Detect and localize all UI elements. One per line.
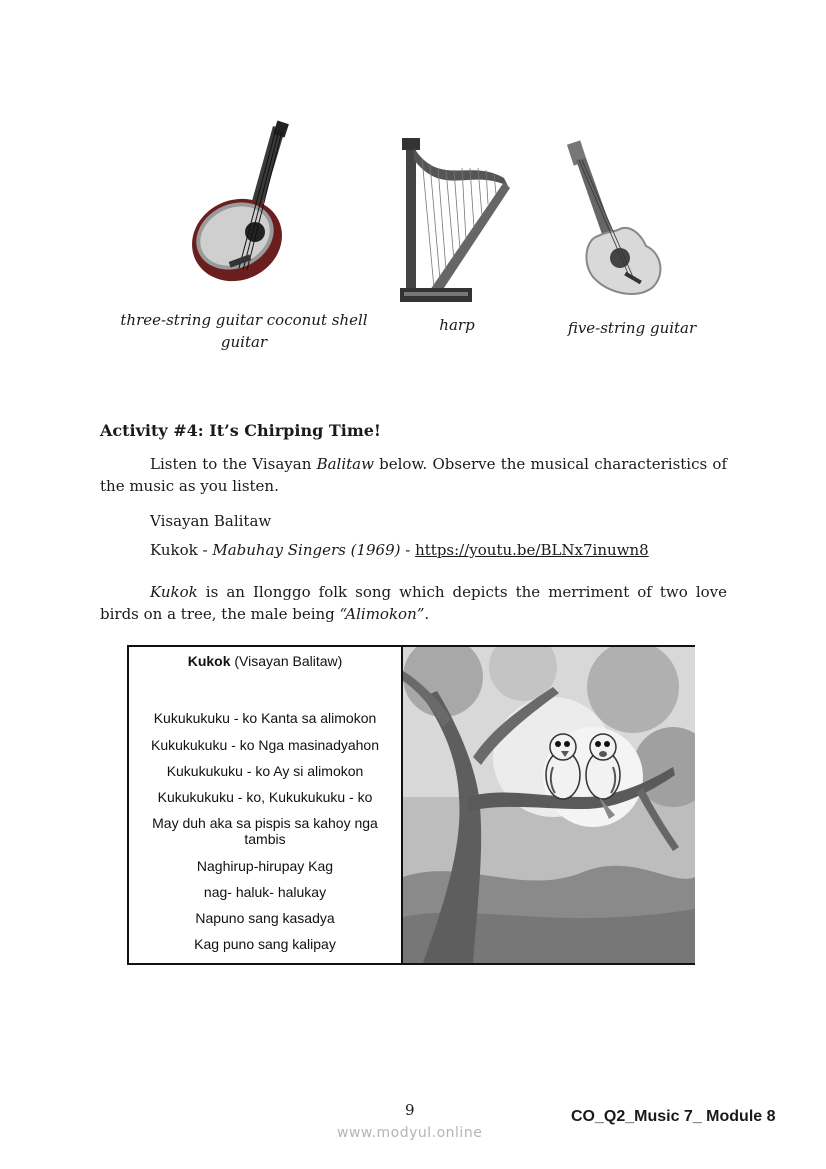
lyric-line: Kukukukuku - ko, Kukukukuku - ko (157, 789, 373, 805)
intro-text-1: Listen to the Visayan (150, 455, 317, 473)
lyric-line: Kag puno sang kalipay (194, 936, 336, 952)
desc-kukok: Kukok (150, 583, 198, 601)
page-number: 9 (405, 1101, 415, 1119)
song-artist: Mabuhay Singers (1969) (212, 541, 401, 559)
coconut-caption-line2: guitar (220, 333, 268, 351)
lyrics-box (127, 645, 695, 965)
lyrics-column (129, 647, 401, 963)
lyric-line: Naghirup-hirupay Kag (196, 858, 334, 874)
module-code: CO_Q2_Music 7_ Module 8 (571, 1108, 776, 1125)
intro-balitaw: Balitaw (316, 455, 374, 473)
lyric-line: Kukukukuku - ko Nga masinadyahon (150, 737, 380, 753)
lyric-line: Kukukukuku - ko Kanta sa alimokon (153, 710, 377, 726)
lyric-line: nag- haluk- halukay (203, 884, 327, 900)
lyrics-title-song: Kukok (187, 653, 231, 669)
song-separator: - (400, 541, 416, 559)
lyric-line: Napuno sang kasadya (195, 910, 335, 926)
coconut-caption-line1: three-string guitar coconut shell (120, 311, 368, 329)
lyric-line: Kukukukuku - ko Ay si alimokon (166, 763, 364, 779)
intro-text-2: below. Observe the musical characteristics of the music as you listen. (100, 455, 727, 495)
desc-end: . (424, 604, 430, 623)
desc-alimokon: “Alimokon” (339, 604, 425, 623)
love-birds-illustration (401, 647, 695, 963)
lyrics-title (129, 653, 401, 669)
lyric-line: May duh aka sa pispis sa kahoy nga tambis (152, 815, 378, 847)
five-string-guitar-caption: five-string guitar (567, 319, 697, 337)
harp-image (400, 138, 512, 306)
song-line (150, 541, 649, 559)
five-string-guitar-image (562, 140, 670, 302)
coconut-shell-guitar-image (185, 120, 295, 290)
youtube-link[interactable]: https://youtu.be/BLNx7inuwn8 (415, 541, 649, 559)
harp-caption: harp (439, 316, 475, 334)
activity-heading: Activity #4: It’s Chirping Time! (100, 421, 381, 440)
genre-line: Visayan Balitaw (150, 512, 272, 530)
lyrics-title-genre: (Visayan Balitaw) (230, 653, 343, 669)
activity-intro (100, 454, 727, 497)
song-description (100, 582, 727, 625)
watermark: www.modyul.online (337, 1125, 483, 1141)
song-prefix: Kukok - (150, 541, 213, 559)
desc-text: is an Ilonggo folk song which depicts the merriment of two love birds on a tree, the male being (100, 583, 727, 623)
coconut-guitar-caption (118, 309, 370, 353)
